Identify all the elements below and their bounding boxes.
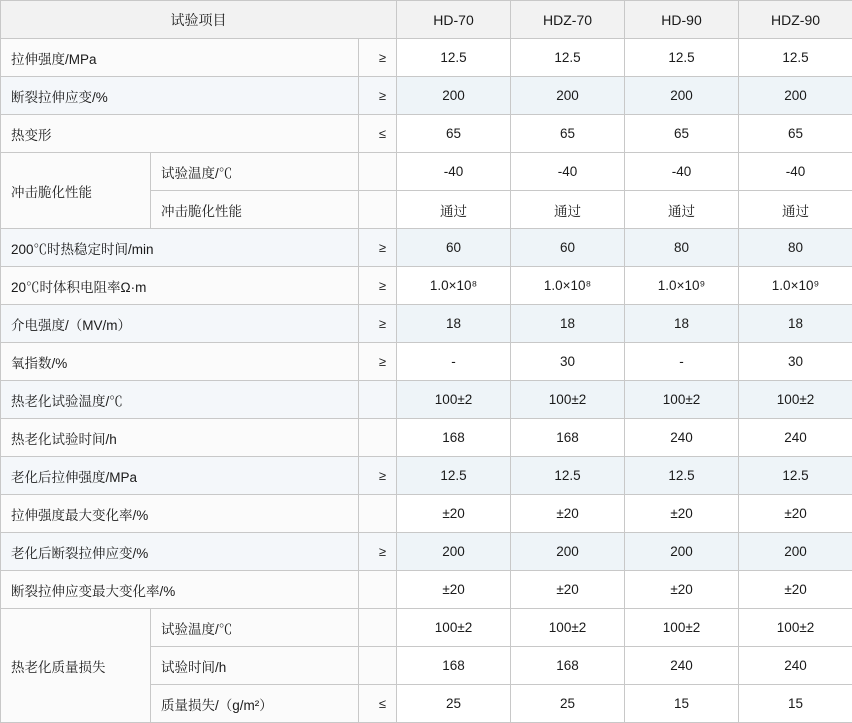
table-row (1, 153, 852, 191)
row-symbol: ≥ (359, 39, 397, 77)
row-symbol (359, 571, 397, 609)
row-value: 15 (625, 685, 739, 723)
row-symbol: ≥ (359, 229, 397, 267)
row-value: 30 (739, 343, 852, 381)
row-value: 25 (511, 685, 625, 723)
table-row (1, 571, 852, 609)
table-row (1, 229, 852, 267)
table-row (1, 495, 852, 533)
row-group-label: 热老化质量损失 (1, 609, 151, 723)
row-value: 200 (739, 77, 852, 115)
row-value: 30 (511, 343, 625, 381)
row-value: 12.5 (625, 39, 739, 77)
row-value: 1.0×10⁹ (625, 267, 739, 305)
table-row (1, 115, 852, 153)
table-row (1, 381, 852, 419)
row-value: 1.0×10⁹ (739, 267, 852, 305)
row-value: 80 (739, 229, 852, 267)
row-value: 12.5 (397, 39, 511, 77)
row-symbol: ≥ (359, 267, 397, 305)
row-value: ±20 (625, 571, 739, 609)
table-row (1, 533, 852, 571)
row-value: 18 (511, 305, 625, 343)
table-body (1, 39, 852, 723)
row-value: 60 (511, 229, 625, 267)
row-value: 240 (739, 647, 852, 685)
row-value: ±20 (397, 495, 511, 533)
row-symbol (359, 381, 397, 419)
row-value: 200 (625, 533, 739, 571)
row-symbol (359, 647, 397, 685)
row-symbol: ≤ (359, 685, 397, 723)
row-value: 12.5 (511, 457, 625, 495)
row-value: 100±2 (739, 381, 852, 419)
row-value: 100±2 (625, 381, 739, 419)
row-value: 12.5 (739, 39, 852, 77)
header-column-hdz70: HDZ-70 (511, 1, 625, 39)
row-value: 通过 (511, 191, 625, 229)
row-value: 168 (511, 647, 625, 685)
row-value: ±20 (511, 571, 625, 609)
row-value: 12.5 (625, 457, 739, 495)
row-value: - (397, 343, 511, 381)
row-value: 100±2 (625, 609, 739, 647)
row-value: 200 (397, 77, 511, 115)
row-item-label: 老化后断裂拉伸应变/% (1, 533, 359, 571)
row-item-label: 20℃时体积电阻率Ω·m (1, 267, 359, 305)
row-item-label: 热变形 (1, 115, 359, 153)
row-item-label: 热老化试验时间/h (1, 419, 359, 457)
row-value: 60 (397, 229, 511, 267)
row-value: -40 (397, 153, 511, 191)
row-item-label: 介电强度/（MV/m） (1, 305, 359, 343)
row-symbol (359, 419, 397, 457)
table-row (1, 457, 852, 495)
row-value: 12.5 (397, 457, 511, 495)
row-item-label: 质量损失/（g/m²） (151, 685, 359, 723)
row-symbol: ≤ (359, 115, 397, 153)
row-item-label: 老化后拉伸强度/MPa (1, 457, 359, 495)
row-value: 200 (739, 533, 852, 571)
row-symbol (359, 609, 397, 647)
row-value: 200 (511, 77, 625, 115)
row-symbol: ≥ (359, 77, 397, 115)
row-symbol (359, 191, 397, 229)
row-value: -40 (625, 153, 739, 191)
table-header-row (1, 1, 852, 39)
header-item-label: 试验项目 (1, 1, 397, 39)
row-item-label: 试验时间/h (151, 647, 359, 685)
row-symbol: ≥ (359, 343, 397, 381)
row-value: 15 (739, 685, 852, 723)
row-value: 1.0×10⁸ (511, 267, 625, 305)
row-value: ±20 (739, 495, 852, 533)
row-item-label: 断裂拉伸应变/% (1, 77, 359, 115)
row-value: 通过 (739, 191, 852, 229)
row-value: 18 (625, 305, 739, 343)
row-item-label: 氧指数/% (1, 343, 359, 381)
table-row (1, 343, 852, 381)
row-item-label: 试验温度/℃ (151, 609, 359, 647)
row-value: 65 (397, 115, 511, 153)
row-value: 240 (625, 419, 739, 457)
row-value: 12.5 (511, 39, 625, 77)
row-value: 65 (511, 115, 625, 153)
row-value: ±20 (739, 571, 852, 609)
row-value: 200 (397, 533, 511, 571)
row-value: 100±2 (397, 381, 511, 419)
row-value: 100±2 (397, 609, 511, 647)
header-column-hd70: HD-70 (397, 1, 511, 39)
row-value: ±20 (511, 495, 625, 533)
row-item-label: 冲击脆化性能 (151, 191, 359, 229)
header-column-hd90: HD-90 (625, 1, 739, 39)
row-value: -40 (511, 153, 625, 191)
table-header (1, 1, 852, 39)
row-value: 80 (625, 229, 739, 267)
table-row (1, 77, 852, 115)
row-item-label: 热老化试验温度/℃ (1, 381, 359, 419)
row-value: - (625, 343, 739, 381)
row-value: 通过 (397, 191, 511, 229)
row-value: 200 (511, 533, 625, 571)
row-value: ±20 (625, 495, 739, 533)
row-value: 1.0×10⁸ (397, 267, 511, 305)
row-symbol: ≥ (359, 305, 397, 343)
row-value: ±20 (397, 571, 511, 609)
header-column-hdz90: HDZ-90 (739, 1, 852, 39)
row-value: 通过 (625, 191, 739, 229)
table-row (1, 419, 852, 457)
row-item-label: 拉伸强度/MPa (1, 39, 359, 77)
table-row (1, 609, 852, 647)
row-value: 240 (739, 419, 852, 457)
table-row (1, 267, 852, 305)
row-value: 100±2 (511, 381, 625, 419)
row-value: 65 (625, 115, 739, 153)
row-symbol (359, 153, 397, 191)
row-value: 18 (397, 305, 511, 343)
row-item-label: 拉伸强度最大变化率/% (1, 495, 359, 533)
row-value: 12.5 (739, 457, 852, 495)
row-value: 100±2 (739, 609, 852, 647)
row-value: 200 (625, 77, 739, 115)
table-row (1, 39, 852, 77)
row-value: 18 (739, 305, 852, 343)
row-value: 100±2 (511, 609, 625, 647)
row-value: 240 (625, 647, 739, 685)
row-value: -40 (739, 153, 852, 191)
row-symbol: ≥ (359, 457, 397, 495)
row-value: 65 (739, 115, 852, 153)
row-value: 168 (397, 647, 511, 685)
row-item-label: 试验温度/℃ (151, 153, 359, 191)
row-item-label: 断裂拉伸应变最大变化率/% (1, 571, 359, 609)
row-value: 168 (511, 419, 625, 457)
table-row (1, 305, 852, 343)
row-symbol (359, 495, 397, 533)
row-value: 168 (397, 419, 511, 457)
row-item-label: 200℃时热稳定时间/min (1, 229, 359, 267)
row-symbol: ≥ (359, 533, 397, 571)
row-value: 25 (397, 685, 511, 723)
row-group-label: 冲击脆化性能 (1, 153, 151, 229)
